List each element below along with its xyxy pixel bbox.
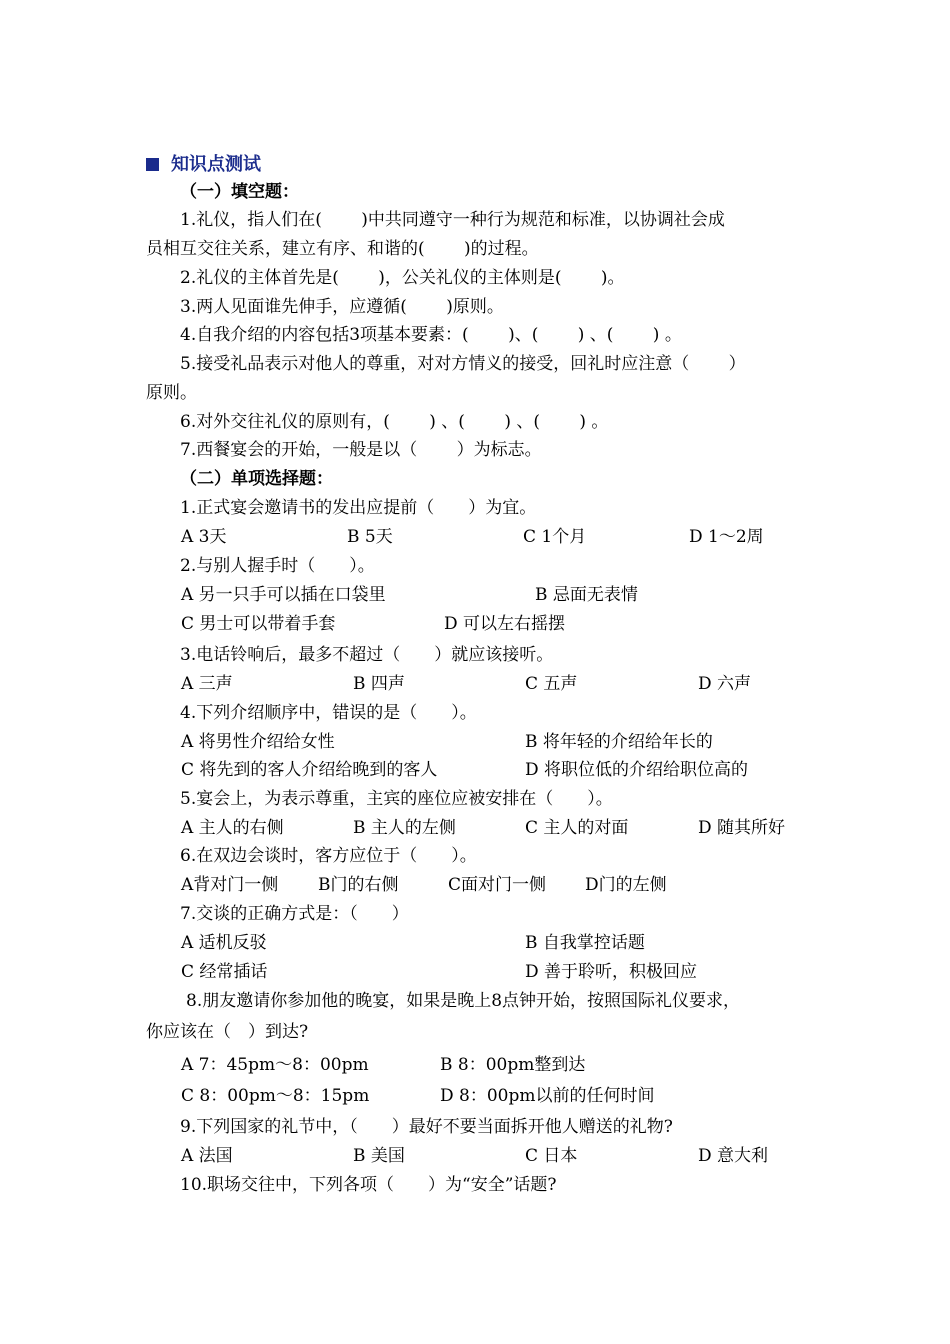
option-row: [0, 525, 950, 549]
option-c: C 日本: [525, 1146, 578, 1166]
option-d: D 随其所好: [698, 818, 786, 838]
option-row: [0, 672, 950, 696]
option-b: B 主人的左侧: [353, 818, 456, 838]
option-b: B 5天: [347, 527, 393, 547]
option-row: [0, 960, 950, 984]
choice-question: 10.职场交往中，下列各项（ ）为“安全”话题?: [180, 1175, 557, 1195]
option-d: D 1～2周: [689, 527, 764, 547]
fill-question-line: 5.接受礼品表示对他人的尊重，对对方情义的接受，回礼时应注意（ ）: [180, 354, 746, 374]
option-a: A 另一只手可以插在口袋里: [181, 585, 386, 605]
section-title-fill-in: （一）填空题：: [180, 182, 299, 202]
option-row: [0, 730, 950, 754]
choice-question: 7.交谈的正确方式是：（ ）: [180, 904, 409, 924]
option-row: [0, 873, 950, 897]
option-a: A 3天: [181, 527, 227, 547]
choice-question: 1.正式宴会邀请书的发出应提前（ ）为宜。: [180, 498, 537, 518]
option-d: D 善于聆听，积极回应: [525, 962, 698, 982]
option-a: A 主人的右侧: [181, 818, 284, 838]
option-c: C 1个月: [523, 527, 587, 547]
option-b: B 忌面无表情: [535, 585, 638, 605]
choice-question: 5.宴会上，为表示尊重，主宾的座位应被安排在（ ）。: [180, 789, 613, 809]
fill-question-line: 原则。: [146, 383, 197, 403]
option-a: A 7：45pm～8：00pm: [181, 1055, 369, 1075]
heading-text: 知识点测试: [171, 154, 261, 175]
choice-question: 6.在双边会谈时，客方应位于（ ）。: [180, 846, 477, 866]
option-d: D门的左侧: [585, 875, 667, 895]
option-row: [0, 612, 950, 636]
option-a: A背对门一侧: [181, 875, 279, 895]
fill-question-line: 7.西餐宴会的开始，一般是以（ ）为标志。: [180, 440, 542, 460]
option-row: [0, 931, 950, 955]
choice-question: 8.朋友邀请你参加他的晚宴，如果是晚上8点钟开始，按照国际礼仪要求，: [186, 991, 741, 1011]
option-c: C 五声: [525, 674, 578, 694]
fill-question-line: 6.对外交往礼仪的原则有，( ) 、( ) 、( ) 。: [180, 412, 609, 432]
square-bullet-icon: [146, 158, 159, 171]
option-d: D 六声: [698, 674, 752, 694]
section-title-single-choice: （二）单项选择题：: [180, 469, 333, 489]
choice-question: 9.下列国家的礼节中，（ ）最好不要当面拆开他人赠送的礼物?: [180, 1117, 673, 1137]
fill-question-line: 2.礼仪的主体首先是( )，公关礼仪的主体则是( )。: [180, 268, 625, 288]
option-d: D 8：00pm以前的任何时间: [440, 1086, 655, 1106]
option-b: B 四声: [353, 674, 405, 694]
choice-question: 4.下列介绍顺序中，错误的是（ ）。: [180, 703, 477, 723]
option-a: A 将男性介绍给女性: [181, 732, 335, 752]
option-row: [0, 583, 950, 607]
option-c: C 男士可以带着手套: [181, 614, 336, 634]
option-b: B 将年轻的介绍给年长的: [525, 732, 713, 752]
option-a: A 适机反驳: [181, 933, 267, 953]
fill-question-line: 员相互交往关系，建立有序、和谐的( )的过程。: [146, 239, 539, 259]
option-row: [0, 816, 950, 840]
option-d: D 意大利: [698, 1146, 769, 1166]
option-b: B 自我掌控话题: [525, 933, 645, 953]
option-d: D 可以左右摇摆: [444, 614, 566, 634]
choice-question-cont: 你应该在（ ）到达?: [146, 1022, 309, 1042]
option-a: A 三声: [181, 674, 233, 694]
option-row: [0, 1053, 950, 1077]
option-row: [0, 1084, 950, 1108]
option-b: B门的右侧: [318, 875, 399, 895]
option-c: C 主人的对面: [525, 818, 629, 838]
section-heading: [146, 150, 261, 176]
fill-question-line: 1.礼仪，指人们在( )中共同遵守一种行为规范和标准，以协调社会成: [180, 210, 725, 230]
option-c: C 将先到的客人介绍给晚到的客人: [181, 760, 438, 780]
fill-question-line: 3.两人见面谁先伸手，应遵循( )原则。: [180, 297, 504, 317]
option-c: C 8：00pm～8：15pm: [181, 1086, 370, 1106]
option-c: C 经常插话: [181, 962, 268, 982]
choice-question: 2.与别人握手时（ ）。: [180, 556, 375, 576]
option-c: C面对门一侧: [448, 875, 547, 895]
fill-question-line: 4.自我介绍的内容包括3项基本要素：( )、( ) 、( ) 。: [180, 325, 682, 345]
option-a: A 法国: [181, 1146, 233, 1166]
option-row: [0, 758, 950, 782]
option-row: [0, 1144, 950, 1168]
option-b: B 8：00pm整到达: [440, 1055, 586, 1075]
option-b: B 美国: [353, 1146, 405, 1166]
choice-question: 3.电话铃响后，最多不超过（ ）就应该接听。: [180, 645, 554, 665]
option-d: D 将职位低的介绍给职位高的: [525, 760, 749, 780]
